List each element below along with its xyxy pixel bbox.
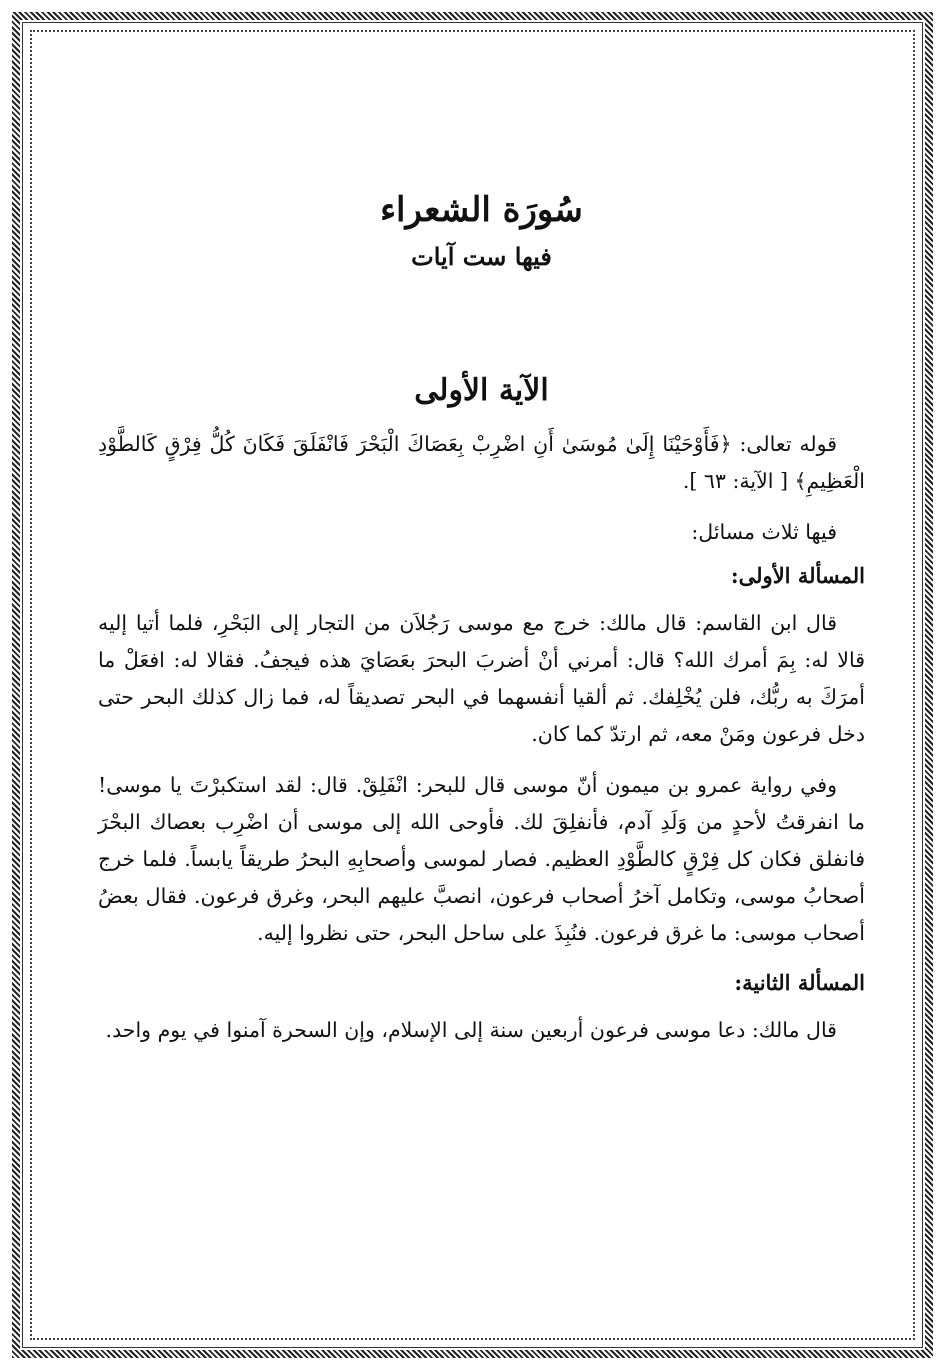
- masala-1-paragraph-2: وفي رواية عمرو بن ميمون أنّ موسى قال للبحر: انْفَلِقْ. قال: لقد استكبرْتَ يا موسى! ما انفرقتُ لأحدٍ من وَلَدِ آدم، فأنفلِقَ لك. فأوحى الله إلى موسى أن اضْرِب بعصاك البحْرَ فانفلق فكان كل فِرْقٍ كالطَّوْدِ العظيم. فصار لموسى وأصحابِهِ البحرُ طريقاً يابساً. فلما خرج أصحابُ موسى، وتكامل آخرُ أصحاب فرعون، انصبَّ عليهم البحر، وغرق فرعون. فقال بعضُ أصحاب موسى: ما غرق فرعون. فنُبِذَ على ساحل البحر، حتى نظروا إليه.: [98, 773, 865, 945]
- surah-title: سُورَة الشعراء: [380, 190, 583, 230]
- quran-close-bracket: ﴾: [794, 469, 807, 493]
- ayah-heading: الآية الأولى: [414, 373, 549, 408]
- three-issues-line: فيها ثلاث مسائل:: [691, 520, 837, 544]
- masala-1-heading: المسألة الأولى:: [730, 563, 865, 588]
- quran-verse: فَأَوْحَيْنَا إِلَىٰ مُوسَىٰ أَنِ اضْرِبْ بِعَصَاكَ الْبَحْرَ فَانْفَلَقَ فَكَانَ كُلُّ فِرْقٍ كَالطَّوْدِ الْعَظِيمِ: [98, 432, 865, 493]
- quran-open-bracket: ﴿: [719, 432, 732, 456]
- masala-2-paragraph-1: قال مالك: دعا موسى فرعون أربعين سنة إلى الإسلام، وإن السحرة آمنوا في يوم واحد.: [105, 1018, 837, 1042]
- page-content: [98, 190, 865, 1049]
- intro-lead: قوله تعالى:: [731, 432, 837, 456]
- masala-1-paragraph-1: قال ابن القاسم: قال مالك: خرج مع موسى رَجُلاَن من التجار إلى البَحْرِ، فلما أتيا إليه قالا له: بِمَ أمرك الله؟ قال: أمرني أنْ أضربَ البحرَ بعَصَايَ هذه فيجفُ. فقالا له: افعَلْ ما أمرَكَ به ربُّك، فلن يُخْلِفك. ثم ألقيا أنفسهما في البحر تصديقاً له، فما زال كذلك البحر حتى دخل فرعون ومَنْ معه، ثم ارتدّ كما كان.: [98, 611, 865, 746]
- intro-verse-paragraph: [98, 426, 865, 500]
- surah-subtitle: فيها ست آيات: [411, 242, 552, 271]
- masala-2-heading: المسألة الثانية:: [734, 970, 865, 995]
- verse-reference: [ الآية: ٦٣ ].: [682, 469, 795, 493]
